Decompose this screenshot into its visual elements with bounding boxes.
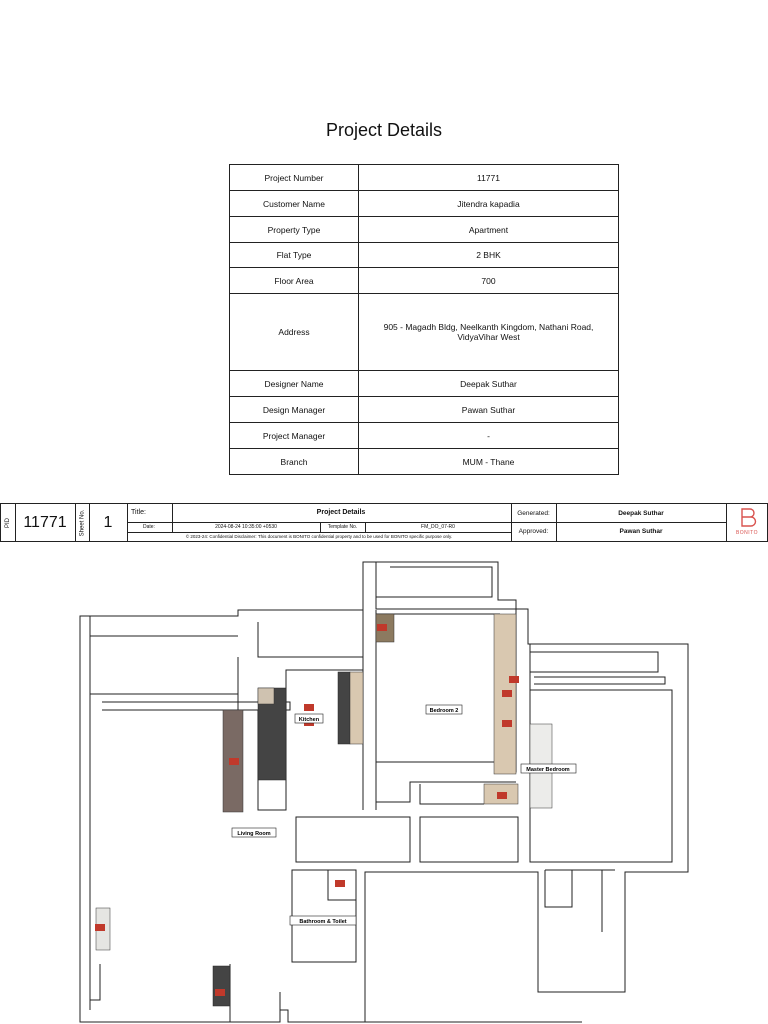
table-row [230, 217, 619, 243]
table-row [230, 371, 619, 397]
table-row [230, 165, 619, 191]
table-row [230, 423, 619, 449]
row-label: Flat Type [230, 243, 359, 268]
title-value: Project Details [316, 509, 366, 516]
table-row [230, 268, 619, 294]
room-label-kitchen: Kitchen [298, 717, 320, 723]
row-value: MUM - Thane [359, 449, 619, 475]
sheet-value: 1 [103, 513, 113, 531]
row-label: Customer Name [230, 191, 359, 217]
wall-line [258, 622, 363, 657]
template-label: Template No. [327, 524, 358, 530]
generated-value: Deepak Suthar [618, 510, 664, 517]
room-label-bedroom-2: Bedroom 2 [429, 708, 459, 714]
wall-line [530, 652, 658, 672]
table-row [230, 397, 619, 423]
row-value: 905 - Magadh Bldg, Neelkanth Kingdom, Nathani Road, VidyaVihar West [359, 294, 619, 371]
row-value: Deepak Suthar [359, 371, 619, 397]
table-row [230, 243, 619, 268]
title-label: Title: [131, 509, 146, 516]
room-label-living-room: Living Room [237, 831, 271, 837]
row-label: Property Type [230, 217, 359, 243]
kitchen-cabinet [258, 688, 274, 704]
bonito-logo [727, 506, 767, 540]
approved-label: Approved: [518, 528, 549, 535]
row-label: Floor Area [230, 268, 359, 294]
bonito-mark-icon [727, 506, 767, 528]
kitchen-unit [338, 672, 350, 744]
date-label: Date: [143, 524, 155, 530]
floor-plan [0, 552, 768, 1024]
wall-line [90, 616, 100, 1010]
generated-label: Generated: [517, 510, 550, 517]
row-label: Design Manager [230, 397, 359, 423]
row-value: - [359, 423, 619, 449]
row-value: 2 BHK [359, 243, 619, 268]
room-label-bathroom: Bathroom & Toilet [299, 919, 347, 925]
date-value: 2024-08-24 10:35:00 +0530 [215, 524, 277, 530]
kitchen-wall-cabinet [350, 672, 363, 744]
approved-value: Pawan Suthar [619, 528, 663, 535]
row-label: Project Number [230, 165, 359, 191]
wall-line [545, 870, 615, 932]
row-value: 700 [359, 268, 619, 294]
wall-line [90, 616, 238, 694]
table-row [230, 449, 619, 475]
utility-unit [213, 966, 230, 1006]
brand-name: BONITO [735, 530, 759, 536]
row-label: Project Manager [230, 423, 359, 449]
title-block [0, 503, 768, 542]
row-value: Pawan Suthar [359, 397, 619, 423]
page-title: Project Details [325, 120, 443, 140]
row-value: 11771 [359, 165, 619, 191]
row-label: Address [230, 294, 359, 371]
room-label-master-bedroom: Master Bedroom [526, 767, 570, 773]
wall-line [296, 817, 410, 862]
wall-line [230, 964, 582, 1022]
row-label: Branch [230, 449, 359, 475]
template-value: FM_DO_07-R0 [421, 524, 455, 530]
sheet-label: Sheet No. [79, 509, 85, 536]
row-label: Designer Name [230, 371, 359, 397]
project-details-table [229, 164, 619, 475]
disclaimer: © 2023-24: Confidential Disclaimer: This document is BONITO confidential property and to be used for BONITO specific purpose only. [185, 534, 453, 539]
wall-line [534, 677, 665, 684]
row-value: Jitendra kapadia [359, 191, 619, 217]
table-row [230, 191, 619, 217]
wall-line [420, 784, 484, 804]
wall-line [376, 567, 492, 597]
pid-label: PID [4, 517, 11, 528]
table-row [230, 294, 619, 371]
wall-line [420, 817, 518, 862]
3d-tags [95, 624, 519, 996]
pid-value: 11771 [23, 513, 67, 531]
row-value: Apartment [359, 217, 619, 243]
wall-line [545, 870, 572, 907]
wall-line [363, 610, 376, 810]
